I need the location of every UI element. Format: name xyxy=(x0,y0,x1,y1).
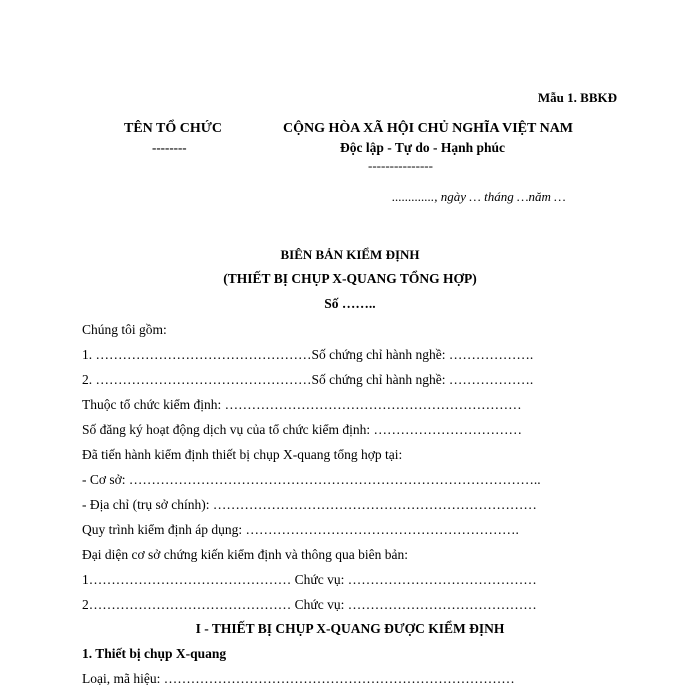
body-line-registration: Số đăng ký hoạt động dịch vụ của tổ chức kiểm định: …………………………… xyxy=(82,422,523,437)
organization-divider: -------- xyxy=(152,140,187,155)
section-heading: I - THIẾT BỊ CHỤP X-QUANG ĐƯỢC KIỂM ĐỊNH xyxy=(195,621,505,636)
national-motto: Độc lập - Tự do - Hạnh phúc xyxy=(340,140,506,155)
body-line-model: Loại, mã hiệu: …………………………………………………………………… xyxy=(82,671,515,686)
document-subtitle: (THIẾT BỊ CHỤP X-QUANG TỔNG HỢP) xyxy=(223,271,477,286)
body-line-representative-2: 2……………………………………… Chức vụ: …………………………………… xyxy=(82,597,537,612)
document-number: Số …….. xyxy=(324,296,376,311)
body-line-conducted-at: Đã tiến hành kiểm định thiết bị chụp X-quang tổng hợp tại: xyxy=(82,447,403,462)
body-line-procedure: Quy trình kiểm định áp dụng: ……………………………………………………. xyxy=(82,522,519,537)
document-title: BIÊN BẢN KIỂM ĐỊNH xyxy=(280,247,420,262)
body-line-attendees: Chúng tôi gồm: xyxy=(82,322,167,337)
date-line: ............., ngày … tháng …năm … xyxy=(392,189,566,204)
body-line-inspector-2: 2. …………………………………………Số chứng chỉ hành nghề: ………………. xyxy=(82,372,534,387)
body-line-representatives: Đại diện cơ sở chứng kiến kiểm định và thông qua biên bản: xyxy=(82,547,409,562)
body-line-organization: Thuộc tổ chức kiểm định: ………………………………………………………… xyxy=(82,397,522,412)
organization-name: TÊN TỔ CHỨC xyxy=(124,121,223,136)
body-line-inspector-1: 1. …………………………………………Số chứng chỉ hành nghề: ………………. xyxy=(82,347,534,362)
motto-divider: --------------- xyxy=(368,158,433,173)
body-line-address: - Địa chỉ (trụ sở chính): ……………………………………………………………… xyxy=(82,497,537,512)
body-line-facility: - Cơ sở: ……………………………………………………………………………….. xyxy=(82,472,541,487)
body-line-representative-1: 1……………………………………… Chức vụ: …………………………………… xyxy=(82,572,537,587)
sub-heading: 1. Thiết bị chụp X-quang xyxy=(82,646,227,661)
form-code: Mẫu 1. BBKĐ xyxy=(537,90,617,105)
nation-title: CỘNG HÒA XÃ HỘI CHỦ NGHĨA VIỆT NAM xyxy=(283,121,574,136)
